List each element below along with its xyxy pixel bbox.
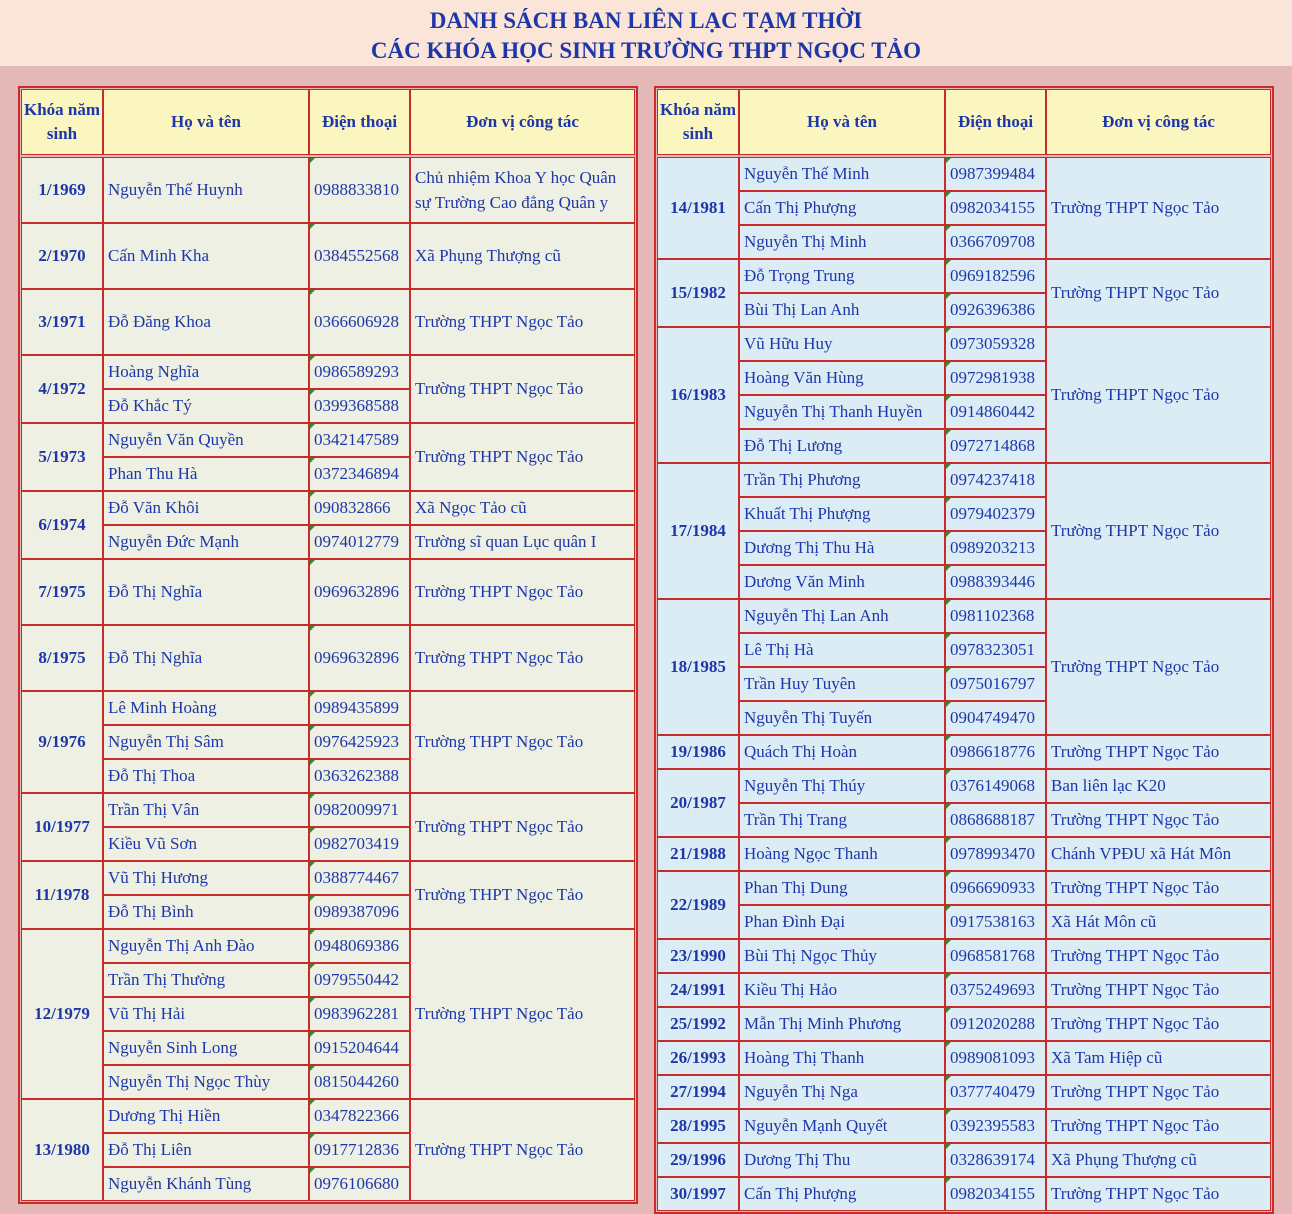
phone-cell: 0988833810 [309, 157, 410, 223]
phone-cell: 0388774467 [309, 861, 410, 895]
header-unit: Đơn vị công tác [1046, 89, 1271, 155]
unit-cell: Chánh VPĐU xã Hát Môn [1046, 837, 1271, 871]
phone-cell: 0973059328 [945, 327, 1046, 361]
left-header-row [21, 89, 635, 155]
name-cell: Đỗ Thị Bình [103, 895, 309, 929]
phone-cell: 0926396386 [945, 293, 1046, 327]
unit-cell: Trường THPT Ngọc Tảo [1046, 803, 1271, 837]
name-cell: Lê Minh Hoàng [103, 691, 309, 725]
table-row [21, 423, 635, 457]
phone-cell: 0347822366 [309, 1099, 410, 1133]
unit-cell: Trường THPT Ngọc Tảo [1046, 871, 1271, 905]
right-table-body [657, 155, 1271, 1211]
phone-cell: 0979402379 [945, 497, 1046, 531]
name-cell: Phan Thị Dung [739, 871, 945, 905]
table-row [21, 491, 635, 525]
phone-cell: 0982034155 [945, 1177, 1046, 1211]
table-row [657, 939, 1271, 973]
cohort-cell: 25/1992 [657, 1007, 739, 1041]
phone-cell: 0989387096 [309, 895, 410, 929]
cohort-cell: 7/1975 [21, 559, 103, 625]
name-cell: Nguyễn Thế Huynh [103, 157, 309, 223]
phone-cell: 0988393446 [945, 565, 1046, 599]
table-row [657, 259, 1271, 293]
phone-cell: 0989081093 [945, 1041, 1046, 1075]
table-row [657, 157, 1271, 191]
cohort-cell: 26/1993 [657, 1041, 739, 1075]
name-cell: Kiều Thị Hảo [739, 973, 945, 1007]
phone-cell: 0904749470 [945, 701, 1046, 735]
name-cell: Nguyễn Thị Minh [739, 225, 945, 259]
table-row [21, 223, 635, 289]
name-cell: Cấn Thị Phượng [739, 1177, 945, 1211]
name-cell: Nguyễn Sinh Long [103, 1031, 309, 1065]
table-row [21, 625, 635, 691]
unit-cell: Trường THPT Ngọc Tảo [410, 793, 635, 861]
name-cell: Nguyễn Thị Thúy [739, 769, 945, 803]
table-row [657, 871, 1271, 905]
name-cell: Phan Đình Đại [739, 905, 945, 939]
phone-cell: 0948069386 [309, 929, 410, 963]
name-cell: Nguyễn Thị Nga [739, 1075, 945, 1109]
unit-cell: Trường THPT Ngọc Tảo [1046, 599, 1271, 735]
phone-cell: 0987399484 [945, 157, 1046, 191]
unit-cell: Xã Tam Hiệp cũ [1046, 1041, 1271, 1075]
header-unit: Đơn vị công tác [410, 89, 635, 155]
table-row [657, 837, 1271, 871]
table-row [657, 1177, 1271, 1211]
table-row [657, 905, 1271, 939]
unit-cell: Ban liên lạc K20 [1046, 769, 1271, 803]
name-cell: Dương Thị Hiền [103, 1099, 309, 1133]
right-contact-table [657, 89, 1271, 1211]
table-row [21, 793, 635, 827]
name-cell: Đỗ Đăng Khoa [103, 289, 309, 355]
phone-cell: 0917712836 [309, 1133, 410, 1167]
phone-cell: 0972981938 [945, 361, 1046, 395]
table-row [657, 463, 1271, 497]
unit-cell: Trường THPT Ngọc Tảo [1046, 939, 1271, 973]
unit-cell: Trường THPT Ngọc Tảo [410, 625, 635, 691]
unit-cell: Trường THPT Ngọc Tảo [1046, 157, 1271, 259]
cohort-cell: 15/1982 [657, 259, 739, 327]
table-row [657, 973, 1271, 1007]
unit-cell: Xã Phụng Thượng cũ [410, 223, 635, 289]
left-contact-table [21, 89, 635, 1201]
left-table-body [21, 155, 635, 1201]
phone-cell: 0968581768 [945, 939, 1046, 973]
phone-cell: 0982009971 [309, 793, 410, 827]
unit-cell: Xã Hát Môn cũ [1046, 905, 1271, 939]
header-khoa: Khóa năm sinh [21, 89, 103, 155]
header-khoa: Khóa năm sinh [657, 89, 739, 155]
cohort-cell: 21/1988 [657, 837, 739, 871]
right-table-frame [654, 86, 1274, 1214]
phone-cell: 0366709708 [945, 225, 1046, 259]
unit-cell: Trường THPT Ngọc Tảo [410, 289, 635, 355]
table-row [657, 327, 1271, 361]
table-row [657, 769, 1271, 803]
unit-cell: Trường THPT Ngọc Tảo [1046, 735, 1271, 769]
cohort-cell: 1/1969 [21, 157, 103, 223]
table-row [657, 1041, 1271, 1075]
header-name: Họ và tên [103, 89, 309, 155]
unit-cell: Xã Ngọc Tảo cũ [410, 491, 635, 525]
table-row [21, 1099, 635, 1133]
phone-cell: 0978993470 [945, 837, 1046, 871]
phone-cell: 0384552568 [309, 223, 410, 289]
unit-cell: Trường THPT Ngọc Tảo [410, 355, 635, 423]
phone-cell: 0375249693 [945, 973, 1046, 1007]
name-cell: Bùi Thị Ngọc Thủy [739, 939, 945, 973]
name-cell: Khuất Thị Phượng [739, 497, 945, 531]
unit-cell: Trường THPT Ngọc Tảo [1046, 1007, 1271, 1041]
cohort-cell: 3/1971 [21, 289, 103, 355]
table-row [657, 1075, 1271, 1109]
phone-cell: 090832866 [309, 491, 410, 525]
name-cell: Nguyễn Khánh Tùng [103, 1167, 309, 1201]
name-cell: Quách Thị Hoàn [739, 735, 945, 769]
cohort-cell: 16/1983 [657, 327, 739, 463]
name-cell: Nguyễn Thị Tuyến [739, 701, 945, 735]
name-cell: Phan Thu Hà [103, 457, 309, 491]
table-row [657, 1109, 1271, 1143]
phone-cell: 0966690933 [945, 871, 1046, 905]
cohort-cell: 20/1987 [657, 769, 739, 837]
phone-cell: 0328639174 [945, 1143, 1046, 1177]
name-cell: Nguyễn Đức Mạnh [103, 525, 309, 559]
title-banner [0, 0, 1292, 66]
phone-cell: 0969632896 [309, 625, 410, 691]
phone-cell: 0986618776 [945, 735, 1046, 769]
phone-cell: 0915204644 [309, 1031, 410, 1065]
phone-cell: 0976106680 [309, 1167, 410, 1201]
name-cell: Bùi Thị Lan Anh [739, 293, 945, 327]
title-line-1: DANH SÁCH BAN LIÊN LẠC TẠM THỜI [429, 8, 863, 33]
name-cell: Trần Thị Phương [739, 463, 945, 497]
phone-cell: 0979550442 [309, 963, 410, 997]
unit-cell: Trường THPT Ngọc Tảo [1046, 973, 1271, 1007]
unit-cell: Trường THPT Ngọc Tảo [410, 691, 635, 793]
table-row [657, 1143, 1271, 1177]
phone-cell: 0914860442 [945, 395, 1046, 429]
name-cell: Nguyễn Thế Minh [739, 157, 945, 191]
name-cell: Lê Thị Hà [739, 633, 945, 667]
name-cell: Hoàng Ngọc Thanh [739, 837, 945, 871]
phone-cell: 0986589293 [309, 355, 410, 389]
cohort-cell: 6/1974 [21, 491, 103, 559]
header-phone: Điện thoại [309, 89, 410, 155]
name-cell: Dương Thị Thu Hà [739, 531, 945, 565]
table-row [21, 525, 635, 559]
name-cell: Vũ Thị Hương [103, 861, 309, 895]
unit-cell: Trường THPT Ngọc Tảo [410, 559, 635, 625]
name-cell: Nguyễn Mạnh Quyết [739, 1109, 945, 1143]
cohort-cell: 24/1991 [657, 973, 739, 1007]
phone-cell: 0363262388 [309, 759, 410, 793]
unit-cell: Chủ nhiệm Khoa Y học Quân sự Trường Cao đẳng Quân y [410, 157, 635, 223]
cohort-cell: 4/1972 [21, 355, 103, 423]
table-row [21, 355, 635, 389]
unit-cell: Trường THPT Ngọc Tảo [410, 861, 635, 929]
unit-cell: Trường THPT Ngọc Tảo [1046, 327, 1271, 463]
name-cell: Nguyễn Văn Quyền [103, 423, 309, 457]
phone-cell: 0969182596 [945, 259, 1046, 293]
cohort-cell: 30/1997 [657, 1177, 739, 1211]
cohort-cell: 29/1996 [657, 1143, 739, 1177]
phone-cell: 0981102368 [945, 599, 1046, 633]
name-cell: Nguyễn Thị Lan Anh [739, 599, 945, 633]
table-row [21, 691, 635, 725]
phone-cell: 0969632896 [309, 559, 410, 625]
phone-cell: 0983962281 [309, 997, 410, 1031]
name-cell: Đỗ Thị Nghĩa [103, 559, 309, 625]
phone-cell: 0982703419 [309, 827, 410, 861]
phone-cell: 0976425923 [309, 725, 410, 759]
name-cell: Mẫn Thị Minh Phương [739, 1007, 945, 1041]
phone-cell: 0366606928 [309, 289, 410, 355]
name-cell: Kiều Vũ Sơn [103, 827, 309, 861]
name-cell: Hoàng Thị Thanh [739, 1041, 945, 1075]
phone-cell: 0912020288 [945, 1007, 1046, 1041]
cohort-cell: 9/1976 [21, 691, 103, 793]
phone-cell: 0989203213 [945, 531, 1046, 565]
phone-cell: 0972714868 [945, 429, 1046, 463]
unit-cell: Trường THPT Ngọc Tảo [1046, 1075, 1271, 1109]
header-name: Họ và tên [739, 89, 945, 155]
name-cell: Dương Thị Thu [739, 1143, 945, 1177]
table-row [657, 803, 1271, 837]
unit-cell: Trường THPT Ngọc Tảo [1046, 1109, 1271, 1143]
phone-cell: 0974012779 [309, 525, 410, 559]
cohort-cell: 2/1970 [21, 223, 103, 289]
phone-cell: 0868688187 [945, 803, 1046, 837]
name-cell: Trần Thị Trang [739, 803, 945, 837]
phone-cell: 0376149068 [945, 769, 1046, 803]
name-cell: Đỗ Thị Thoa [103, 759, 309, 793]
unit-cell: Xã Phụng Thượng cũ [1046, 1143, 1271, 1177]
phone-cell: 0342147589 [309, 423, 410, 457]
table-row [21, 559, 635, 625]
phone-cell: 0978323051 [945, 633, 1046, 667]
name-cell: Đỗ Thị Nghĩa [103, 625, 309, 691]
phone-cell: 0975016797 [945, 667, 1046, 701]
unit-cell: Trường THPT Ngọc Tảo [410, 1099, 635, 1201]
unit-cell: Trường THPT Ngọc Tảo [1046, 259, 1271, 327]
cohort-cell: 5/1973 [21, 423, 103, 491]
cohort-cell: 17/1984 [657, 463, 739, 599]
table-row [21, 289, 635, 355]
phone-cell: 0399368588 [309, 389, 410, 423]
name-cell: Hoàng Nghĩa [103, 355, 309, 389]
phone-cell: 0989435899 [309, 691, 410, 725]
phone-cell: 0815044260 [309, 1065, 410, 1099]
cohort-cell: 28/1995 [657, 1109, 739, 1143]
name-cell: Đỗ Thị Lương [739, 429, 945, 463]
phone-cell: 0982034155 [945, 191, 1046, 225]
phone-cell: 0392395583 [945, 1109, 1046, 1143]
unit-cell: Trường THPT Ngọc Tảo [410, 423, 635, 491]
cohort-cell: 12/1979 [21, 929, 103, 1099]
name-cell: Đỗ Văn Khôi [103, 491, 309, 525]
name-cell: Nguyễn Thị Thanh Huyền [739, 395, 945, 429]
name-cell: Hoàng Văn Hùng [739, 361, 945, 395]
cohort-cell: 8/1975 [21, 625, 103, 691]
name-cell: Trần Huy Tuyên [739, 667, 945, 701]
cohort-cell: 18/1985 [657, 599, 739, 735]
cohort-cell: 10/1977 [21, 793, 103, 861]
cohort-cell: 23/1990 [657, 939, 739, 973]
unit-cell: Trường THPT Ngọc Tảo [1046, 463, 1271, 599]
name-cell: Đỗ Thị Liên [103, 1133, 309, 1167]
name-cell: Đỗ Trọng Trung [739, 259, 945, 293]
unit-cell: Trường sĩ quan Lục quân I [410, 525, 635, 559]
cohort-cell: 14/1981 [657, 157, 739, 259]
name-cell: Cấn Minh Kha [103, 223, 309, 289]
table-row [21, 861, 635, 895]
table-row [657, 735, 1271, 769]
name-cell: Trần Thị Thường [103, 963, 309, 997]
name-cell: Vũ Thị Hải [103, 997, 309, 1031]
name-cell: Cấn Thị Phượng [739, 191, 945, 225]
phone-cell: 0377740479 [945, 1075, 1046, 1109]
name-cell: Đỗ Khắc Tý [103, 389, 309, 423]
phone-cell: 0917538163 [945, 905, 1046, 939]
name-cell: Nguyễn Thị Anh Đào [103, 929, 309, 963]
cohort-cell: 11/1978 [21, 861, 103, 929]
table-row [657, 1007, 1271, 1041]
cohort-cell: 27/1994 [657, 1075, 739, 1109]
name-cell: Vũ Hữu Huy [739, 327, 945, 361]
cohort-cell: 13/1980 [21, 1099, 103, 1201]
name-cell: Dương Văn Minh [739, 565, 945, 599]
name-cell: Nguyễn Thị Sâm [103, 725, 309, 759]
left-table-frame [18, 86, 638, 1204]
cohort-cell: 22/1989 [657, 871, 739, 939]
table-row [657, 599, 1271, 633]
name-cell: Trần Thị Vân [103, 793, 309, 827]
phone-cell: 0974237418 [945, 463, 1046, 497]
name-cell: Nguyễn Thị Ngọc Thùy [103, 1065, 309, 1099]
right-header-row [657, 89, 1271, 155]
phone-cell: 0372346894 [309, 457, 410, 491]
cohort-cell: 19/1986 [657, 735, 739, 769]
unit-cell: Trường THPT Ngọc Tảo [1046, 1177, 1271, 1211]
unit-cell: Trường THPT Ngọc Tảo [410, 929, 635, 1099]
table-row [21, 157, 635, 223]
table-row [21, 929, 635, 963]
title-line-2: CÁC KHÓA HỌC SINH TRƯỜNG THPT NGỌC TẢO [370, 38, 922, 63]
header-phone: Điện thoại [945, 89, 1046, 155]
